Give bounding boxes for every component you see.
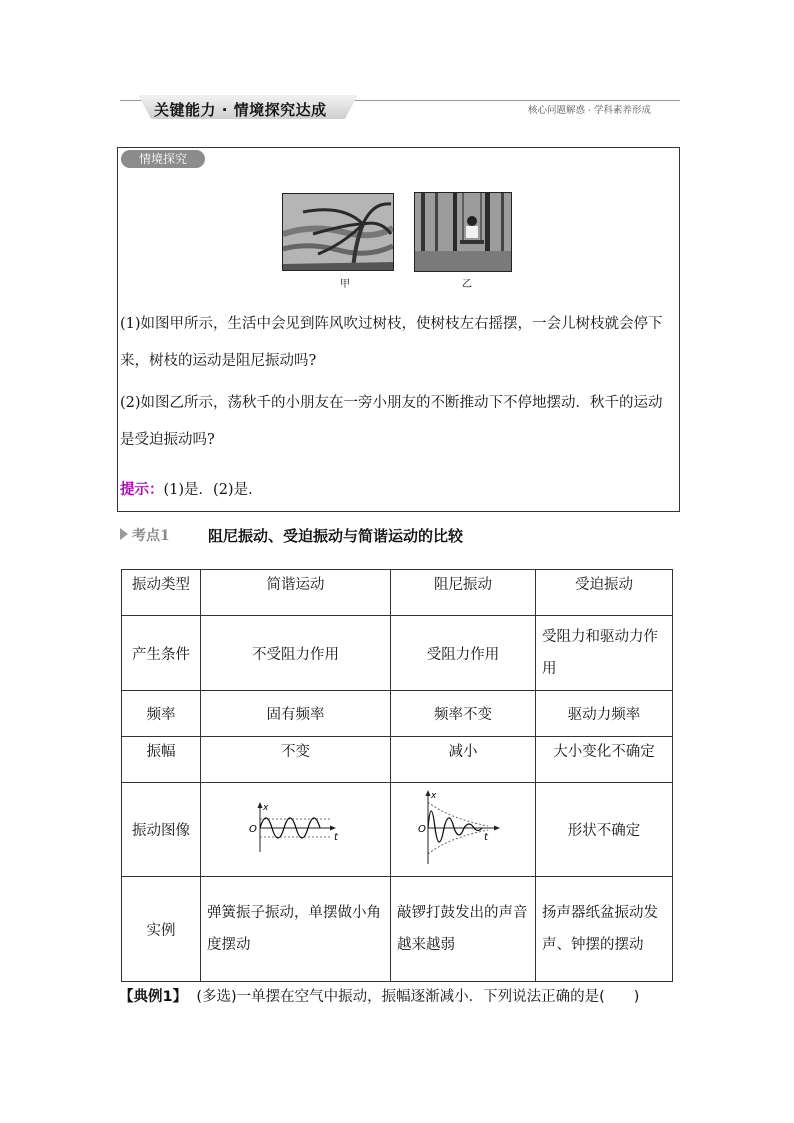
table-cell: 固有频率 (201, 691, 391, 737)
shm-graph (246, 800, 346, 856)
damped-envelope-top (428, 802, 488, 826)
table-cell: 扬声器纸盆振动发声、钟摆的摆动 (536, 877, 673, 982)
photo-swing (414, 192, 512, 272)
table-cell: 受阻力和驱动力作用 (536, 616, 673, 691)
table-row (122, 616, 673, 691)
hint (120, 478, 263, 499)
shm-graph-cell (201, 783, 391, 877)
shm-t-label: t (333, 831, 338, 843)
row-label: 频率 (122, 691, 201, 737)
table-cell: 减小 (391, 737, 536, 783)
header-cell: 振动类型 (122, 570, 201, 616)
row-label: 振动图像 (122, 783, 201, 877)
table-cell: 大小变化不确定 (536, 737, 673, 783)
table-cell: 形状不确定 (536, 783, 673, 877)
table-cell: 敲锣打鼓发出的声音越来越弱 (391, 877, 536, 982)
table-row (122, 737, 673, 783)
shm-y-arrow (257, 802, 262, 808)
example-1 (119, 985, 639, 1006)
hint-text: (1)是．(2)是． (163, 482, 263, 498)
comparison-table (121, 569, 673, 982)
header-cell: 简谐运动 (201, 570, 391, 616)
kaodian-arrow-icon (120, 528, 128, 540)
row-label: 实例 (122, 877, 201, 982)
damped-graph-cell (391, 783, 536, 877)
shm-o-label: O (248, 823, 257, 835)
header-cell: 受迫振动 (536, 570, 673, 616)
example-text: (多选)一单摆在空气中振动，振幅逐渐减小．下列说法正确的是( ) (196, 989, 640, 1005)
damped-y-arrow (426, 790, 431, 796)
table-header-row (122, 570, 673, 616)
question-2: (2)如图乙所示，荡秋千的小朋友在一旁小朋友的不断推动下不停地摆动．秋千的运动是受迫振动吗? (120, 395, 663, 448)
damped-x-label: x (431, 790, 437, 801)
example-label: 【典例1】 (119, 989, 188, 1005)
table-cell: 频率不变 (391, 691, 536, 737)
table-row (122, 783, 673, 877)
damped-graph (418, 788, 508, 868)
caption-b: 乙 (462, 279, 472, 290)
shm-t-arrow (330, 825, 336, 830)
caption-a: 甲 (340, 279, 350, 290)
hint-label: 提示： (120, 482, 164, 498)
table-row (122, 691, 673, 737)
row-label: 产生条件 (122, 616, 201, 691)
row-label: 振幅 (122, 737, 201, 783)
kaodian-label: 考点1 (132, 528, 170, 544)
section-title: 关键能力 · 情境探究达成 (154, 101, 327, 119)
table-cell: 受阻力作用 (391, 616, 536, 691)
table-cell: 不受阻力作用 (201, 616, 391, 691)
table-cell: 弹簧振子振动，单摆做小角度摆动 (201, 877, 391, 982)
table-cell: 驱动力频率 (536, 691, 673, 737)
damped-envelope-bottom (428, 830, 488, 854)
question-1: (1)如图甲所示，生活中会见到阵风吹过树枝，使树枝左右摇摆，一会儿树枝就会停下来，树枝的运动是阻尼振动吗? (120, 316, 663, 369)
section-subtitle: 核心问题解惑 · 学科素养形成 (528, 105, 652, 116)
damped-curve (428, 811, 482, 842)
table-row (122, 877, 673, 982)
kaodian-title: 阻尼振动、受迫振动与简谐运动的比较 (208, 527, 464, 545)
damped-t-label: t (484, 831, 488, 843)
damped-o-label: O (418, 823, 426, 835)
header-cell: 阻尼振动 (391, 570, 536, 616)
damped-t-arrow (494, 825, 500, 830)
table-cell: 不变 (201, 737, 391, 783)
photo-windy-tree (282, 193, 394, 271)
shm-x-label: x (262, 802, 268, 813)
scene-tag: 情境探究 (121, 150, 205, 168)
